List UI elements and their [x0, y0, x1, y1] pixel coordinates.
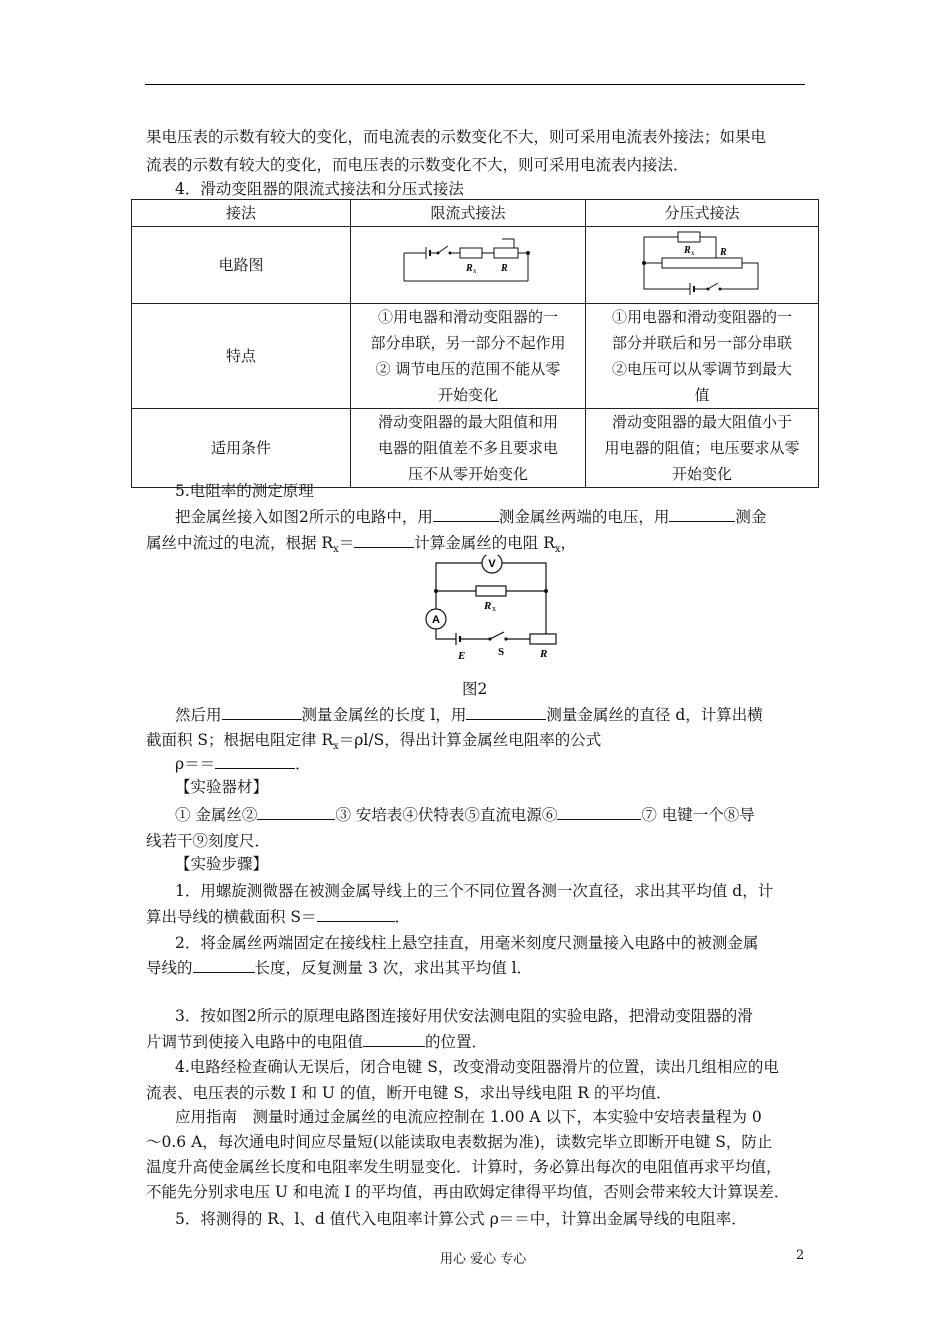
- switch-label: S: [498, 646, 505, 658]
- divider-conditions-cell: [586, 409, 819, 488]
- rx-label: R: [466, 263, 473, 274]
- limiting-conditions-cell: [351, 409, 586, 488]
- guide-paragraph: 温度升高使金属丝长度和电阻率发生明显变化．计算时，务必算出每次的电阻值再求平均值，: [146, 1158, 782, 1176]
- paragraph-line: ρ＝＝ ．: [175, 751, 839, 777]
- paragraph-line: 4.电路经检查确认无误后，闭合电键 S，改变滑动变阻器滑片的位置，读出几组相应的电: [175, 1058, 779, 1076]
- rx-label: R: [484, 600, 492, 612]
- paragraph-line: 属丝中流过的电流，根据 $R_x=$ 计算金属丝的电阻 $R_x$，: [146, 530, 810, 563]
- divider-features-cell: [586, 304, 819, 409]
- paragraph-line: 算出导线的横截面积 S＝ ．: [146, 904, 810, 930]
- cell-line: 滑动变阻器的最大阻值和用: [377, 413, 558, 431]
- paragraph-line: 片调节到使接入电路中的电阻值 的位置．: [146, 1029, 810, 1055]
- comparison-table: [131, 199, 819, 488]
- paragraph-line: 截面积 S；根据电阻定律 $R_x=\rho l/S$，得出计算金属丝电阻率的公式: [146, 731, 602, 753]
- cell-line: 用电器的阻值；电压要求从零: [604, 439, 800, 457]
- cell-line: 电器的阻值差不多且要求电: [377, 439, 558, 457]
- row-label-conditions: 适用条件: [132, 409, 351, 488]
- limiting-circuit-cell: [351, 227, 586, 304]
- paragraph-line: 然后用 测量金属丝的长度 l，用 测量金属丝的直径 d，计算出横: [175, 702, 839, 728]
- paragraph-line: ① 金属丝② ③ 安培表④伏特表⑤直流电源⑥ ⑦ 电键一个⑧导: [175, 802, 839, 828]
- rx-subscript: x: [691, 249, 695, 257]
- cell-line: 压不从零开始变化: [407, 465, 528, 483]
- section-heading: 【实验器材】: [175, 778, 269, 796]
- figure-caption: 图2: [462, 680, 488, 698]
- rx-subscript: x: [492, 604, 496, 613]
- cell-line: 开始变化: [671, 465, 732, 483]
- section-heading: 4．滑动变阻器的限流式接法和分压式接法: [175, 180, 464, 198]
- cell-line: 开始变化: [437, 386, 498, 404]
- table-header-cell: 分压式接法: [586, 200, 819, 227]
- cell-line: 部分并联后和另一部分串联: [611, 334, 792, 352]
- rx-label: R: [684, 245, 691, 256]
- guide-paragraph: 应用指南 测量时通过金属丝的电流应控制在 1.00 A 以下，本实验中安培表量程为 0: [175, 1108, 762, 1126]
- cell-line: 滑动变阻器的最大阻值小于: [611, 413, 792, 431]
- row-label-features: 特点: [132, 304, 351, 409]
- paragraph-line: 1．用螺旋测微器在被测金属导线上的三个不同位置各测一次直径，求出其平均值 d，计: [175, 882, 774, 900]
- rx-subscript: x: [473, 267, 477, 275]
- paragraph-line: 流表、电压表的示数 I 和 U 的值，断开电键 S，求出导线电阻 R 的平均值．: [146, 1084, 672, 1102]
- rheostat-label: R: [540, 648, 548, 660]
- measurement-circuit-figure: [418, 555, 568, 663]
- row-label-circuit: 电路图: [132, 227, 351, 304]
- cell-line: ①用电器和滑动变阻器的一: [611, 308, 792, 326]
- paragraph-line: 3．按如图2所示的原理电路图连接好用伏安法测电阻的实验电路，把滑动变阻器的滑: [175, 1007, 753, 1025]
- voltmeter-label: V: [488, 558, 496, 570]
- paragraph-line: 果电压表的示数有较大的变化，而电流表的示数变化不大，则可采用电流表外接法；如果电: [146, 128, 767, 146]
- cell-line: ①用电器和滑动变阻器的一: [377, 308, 558, 326]
- limiting-features-cell: [351, 304, 586, 409]
- table-header-cell: 接法: [132, 200, 351, 227]
- guide-paragraph: 不能先分别求电压 U 和电流 I 的平均值，再由欧姆定律得平均值，否则会带来较大计算误差．: [146, 1183, 790, 1201]
- limiting-circuit-diagram: [398, 231, 538, 291]
- footer-text: 用心 爱心 专心: [440, 1252, 527, 1267]
- paragraph-line: 流表的示数有较大的变化，而电压表的示数变化不大，则可采用电流表内接法．: [146, 156, 689, 174]
- r-label: R: [720, 247, 727, 258]
- divider-circuit-diagram: [632, 227, 772, 295]
- ammeter-label: A: [432, 614, 440, 626]
- r-label: R: [501, 263, 508, 274]
- cell-line: 值: [694, 386, 710, 404]
- cell-line: 部分串联，另一部分不起作用: [370, 334, 566, 352]
- divider-circuit-cell: [586, 227, 819, 304]
- cell-line: ②电压可以从零调节到最大: [611, 360, 792, 378]
- paragraph-line: 2．将金属丝两端固定在接线柱上悬空挂直，用毫米刻度尺测量接入电路中的被测金属: [175, 934, 759, 952]
- page-number: 2: [796, 1248, 805, 1263]
- section-heading: 【实验步骤】: [175, 855, 269, 873]
- table-header-cell: 限流式接法: [351, 200, 586, 227]
- paragraph-line: 5．将测得的 R、l、d 值代入电阻率计算公式 ρ＝＝中，计算出金属导线的电阻率．: [175, 1210, 747, 1228]
- section-heading: 5.电阻率的测定原理: [175, 482, 314, 500]
- paragraph-line: 把金属丝接入如图2所示的电路中，用 测金属丝两端的电压，用 测金: [175, 504, 839, 530]
- battery-label: E: [458, 650, 466, 662]
- cell-line: ② 调节电压的范围不能从零: [375, 360, 561, 378]
- header-rule: [145, 84, 805, 85]
- paragraph-line: 导线的 长度，反复测量 3 次，求出其平均值 l．: [146, 955, 810, 981]
- guide-paragraph: ～0.6 A，每次通电时间应尽量短(以能读取电表数据为准)，读数完毕立即断开电键 S，防止: [146, 1133, 773, 1151]
- paragraph-line: 线若干⑨刻度尺．: [146, 832, 271, 850]
